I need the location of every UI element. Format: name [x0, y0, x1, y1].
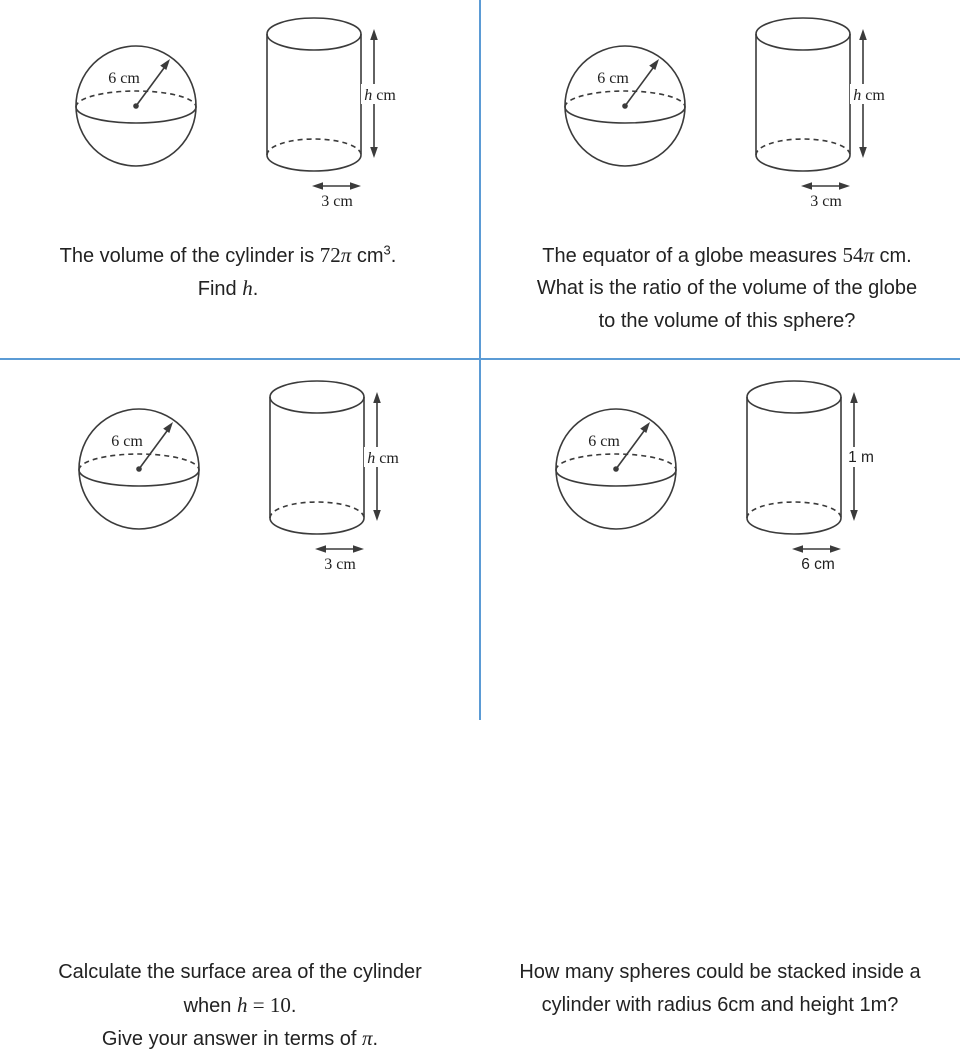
question-line: [0, 989, 480, 1022]
sphere-radius-label: 6 cm: [108, 70, 140, 87]
text-segment: How many spheres could be stacked inside a: [519, 961, 921, 983]
cylinder-bottom-back: [756, 139, 850, 155]
cylinder-top-ellipse: [756, 18, 850, 50]
text-segment: to the volume of this sphere?: [598, 310, 856, 332]
cylinder-height-label: h cm: [367, 450, 399, 467]
sphere-diagram: [79, 409, 199, 529]
question-line: [0, 956, 480, 989]
cylinder-top-ellipse: [267, 18, 361, 50]
question-line: [0, 272, 468, 305]
radius-arrowhead-right-icon: [839, 182, 850, 189]
text-segment: cylinder with radius 6cm and height 1m?: [541, 994, 899, 1016]
text-segment: when: [183, 995, 237, 1017]
cylinder-bottom-front: [267, 155, 361, 171]
math-segment: 72: [319, 243, 341, 267]
diagram-group: [565, 18, 888, 210]
sphere-equator-front: [565, 107, 685, 123]
sphere-equator-front: [556, 470, 676, 486]
question-text: [0, 956, 480, 1055]
height-arrowhead-up-icon: [370, 29, 378, 40]
math-segment: π: [863, 243, 874, 267]
math-segment: h: [236, 993, 248, 1017]
radius-arrow-line: [616, 431, 644, 469]
cylinder-top-ellipse: [270, 381, 364, 413]
cylinder-height-label: h cm: [364, 87, 396, 104]
question-line: [480, 956, 960, 989]
superscript: 3: [383, 242, 391, 258]
question-line: [487, 239, 967, 272]
radius-arrowhead-icon: [163, 422, 173, 433]
height-arrowhead-down-icon: [850, 510, 858, 521]
radius-arrowhead-left-icon: [315, 545, 326, 552]
height-arrowhead-up-icon: [859, 29, 867, 40]
cylinder-bottom-front: [756, 155, 850, 171]
radius-arrowhead-left-icon: [801, 182, 812, 189]
sphere-radius-label: 6 cm: [597, 70, 629, 87]
text-segment: The equator of a globe measures: [542, 245, 843, 267]
radius-arrowhead-left-icon: [792, 545, 803, 552]
height-arrowhead-down-icon: [370, 147, 378, 158]
radius-arrowhead-right-icon: [830, 545, 841, 552]
diagram-group: [556, 381, 877, 573]
math-segment: π: [340, 243, 352, 267]
radius-arrowhead-icon: [640, 422, 650, 433]
question-line: [480, 989, 960, 1022]
height-arrowhead-down-icon: [859, 147, 867, 158]
question-line: [0, 1022, 480, 1055]
cylinder-diagram: [756, 18, 888, 210]
sphere-diagram: [556, 409, 676, 529]
sphere-radius-label: 6 cm: [111, 433, 143, 450]
cylinder-radius-label: 6 cm: [801, 556, 835, 573]
radius-arrowhead-icon: [649, 59, 659, 70]
question-text: [0, 239, 468, 305]
sphere-diagram: [565, 46, 685, 166]
cylinder-top-ellipse: [747, 381, 841, 413]
radius-arrowhead-right-icon: [350, 182, 361, 189]
cylinder-bottom-back: [270, 502, 364, 518]
question-text: [487, 239, 967, 338]
math-segment: h: [242, 276, 253, 300]
text-segment: The volume of the cylinder is: [59, 245, 320, 267]
text-segment: cm.: [873, 245, 912, 267]
question-line: [487, 305, 967, 338]
radius-arrow-line: [136, 68, 164, 106]
radius-arrow-line: [139, 431, 167, 469]
cylinder-radius-label: 3 cm: [321, 193, 353, 210]
radius-arrowhead-left-icon: [312, 182, 323, 189]
radius-arrow-line: [625, 68, 653, 106]
math-segment: 54: [842, 243, 864, 267]
question-line: [0, 239, 468, 272]
math-segment: = 10: [247, 993, 291, 1017]
cylinder-height-label: h cm: [853, 87, 885, 104]
question-line: [487, 272, 967, 305]
height-arrowhead-down-icon: [373, 510, 381, 521]
height-arrowhead-up-icon: [373, 392, 381, 403]
cylinder-diagram: [270, 381, 402, 573]
problem-card-stacked-spheres: [480, 360, 960, 1016]
sphere-cylinder-diagram: [0, 360, 480, 720]
text-segment: .: [252, 278, 259, 300]
text-segment: .: [290, 995, 297, 1017]
text-segment: What is the ratio of the volume of the globe: [536, 277, 918, 299]
cylinder-diagram: [747, 381, 877, 573]
text-segment: Calculate the surface area of the cylinder: [58, 961, 422, 983]
problem-card-surface-area: [0, 360, 480, 1050]
cylinder-bottom-back: [267, 139, 361, 155]
sphere-radius-label: 6 cm: [588, 433, 620, 450]
cylinder-bottom-front: [270, 518, 364, 534]
text-segment: .: [390, 245, 397, 267]
diagram-group: [79, 381, 402, 573]
text-segment: Find: [197, 278, 243, 300]
radius-arrowhead-icon: [160, 59, 170, 70]
sphere-equator-front: [79, 470, 199, 486]
problem-card-volume-cylinder: [0, 0, 480, 360]
text-segment: cm: [351, 245, 384, 267]
radius-arrowhead-right-icon: [353, 545, 364, 552]
cylinder-radius-label: 3 cm: [324, 556, 356, 573]
text-segment: Give your answer in terms of: [101, 1028, 362, 1050]
problem-card-globe-ratio: [480, 0, 960, 360]
height-arrowhead-up-icon: [850, 392, 858, 403]
cylinder-bottom-back: [747, 502, 841, 518]
cylinder-diagram: [267, 18, 399, 210]
sphere-cylinder-diagram: [480, 360, 960, 720]
sphere-equator-front: [76, 107, 196, 123]
question-text: [480, 956, 960, 1022]
cylinder-radius-label: 3 cm: [810, 193, 842, 210]
cylinder-bottom-front: [747, 518, 841, 534]
text-segment: .: [372, 1028, 379, 1050]
sphere-cylinder-diagram: [0, 0, 480, 360]
sphere-diagram: [76, 46, 196, 166]
cylinder-height-label: 1 m: [848, 449, 874, 466]
math-segment: π: [362, 1026, 373, 1050]
